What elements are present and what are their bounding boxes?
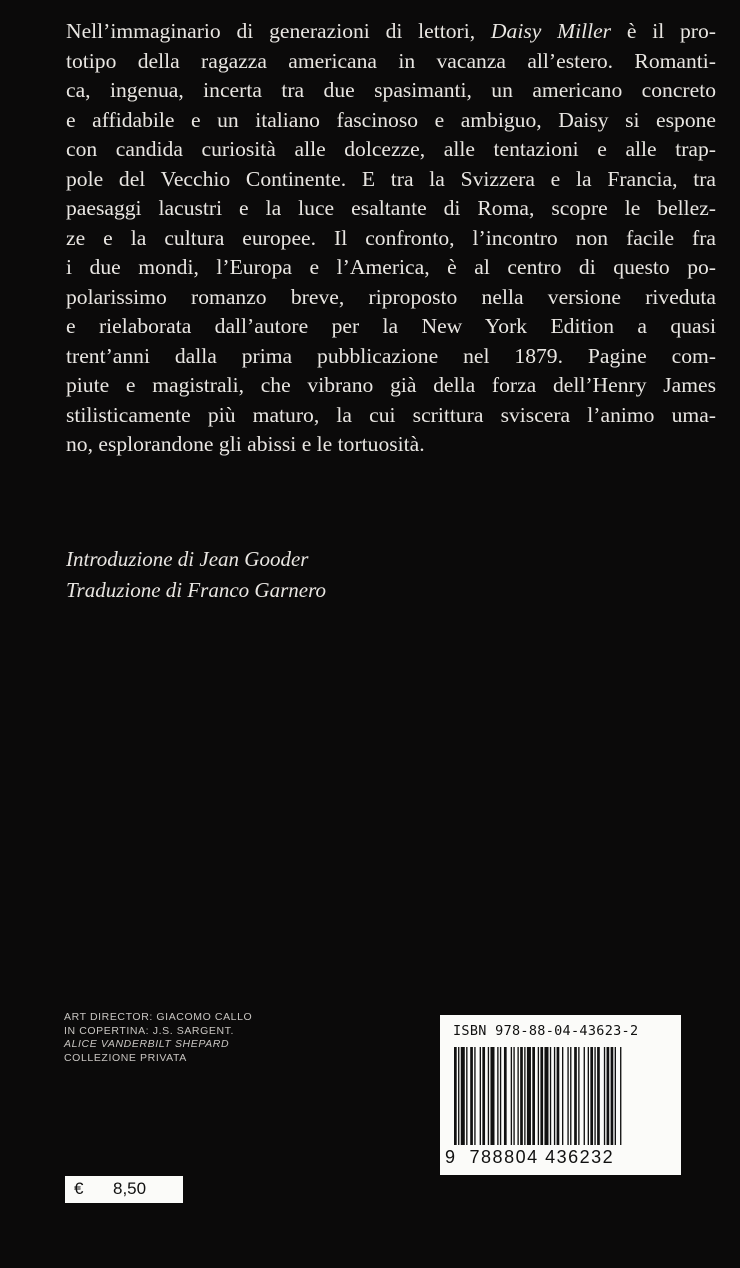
barcode-bar xyxy=(538,1047,539,1145)
barcode-bar xyxy=(482,1047,485,1145)
barcode-bar xyxy=(570,1047,571,1145)
barcode-bar xyxy=(490,1047,494,1145)
barcode-bar xyxy=(557,1047,560,1145)
ean-digits xyxy=(445,1147,677,1168)
barcode-bar xyxy=(488,1047,489,1145)
ean-right-group: 436232 xyxy=(545,1147,615,1167)
blurb-line: totipo della ragazza americana in vacanza all’estero. Romanti- xyxy=(66,48,716,73)
barcode-bar xyxy=(554,1047,555,1145)
barcode-bar xyxy=(590,1047,593,1145)
blurb-line: ca, ingenua, incerta tra due spasimanti, un americano concreto xyxy=(66,78,716,102)
blurb-line: paesaggi lacustri e la luce esaltante di Roma, scopre le bellez- xyxy=(66,196,716,220)
barcode-bar xyxy=(461,1047,465,1145)
back-cover-blurb xyxy=(66,17,716,460)
barcode-bars xyxy=(454,1047,668,1145)
barcode-bar xyxy=(513,1047,514,1145)
art-credits xyxy=(64,1011,252,1065)
blurb-line: i due mondi, l’Europa e l’America, è al centro di questo po- xyxy=(66,255,716,279)
barcode-bar xyxy=(497,1047,498,1145)
barcode-bar xyxy=(540,1047,543,1145)
price-amount: 8,50 xyxy=(113,1179,147,1198)
blurb-line: e affidabile e un italiano fascinoso e ambiguo, Daisy si espone xyxy=(66,107,716,132)
ean-first-digit: 9 xyxy=(445,1147,457,1167)
barcode-bar xyxy=(620,1047,621,1145)
book-title: Daisy Miller xyxy=(490,19,612,43)
price-tag xyxy=(65,1176,183,1203)
barcode-bar xyxy=(597,1047,600,1145)
blurb-line: no, esplorandone gli abissi e le tortuosità. xyxy=(66,432,425,456)
collection-credit: COLLEZIONE PRIVATA xyxy=(64,1051,187,1064)
currency-symbol: € xyxy=(74,1179,84,1198)
barcode-bar xyxy=(550,1047,551,1145)
barcode-bar xyxy=(517,1047,518,1145)
barcode-bar xyxy=(588,1047,589,1145)
introduction-credit: Introduzione di Jean Gooder xyxy=(66,547,309,571)
barcode-bar xyxy=(500,1047,501,1145)
barcode-bar xyxy=(527,1047,531,1145)
barcode-bar xyxy=(532,1047,535,1145)
barcode-bar xyxy=(567,1047,568,1145)
barcode-label xyxy=(440,1015,681,1175)
barcode-bar xyxy=(584,1047,585,1145)
barcode-bar xyxy=(511,1047,512,1145)
blurb-line xyxy=(66,17,716,47)
barcode-bar xyxy=(544,1047,548,1145)
art-director-credit: ART DIRECTOR: GIACOMO CALLO xyxy=(64,1011,253,1023)
barcode-bar xyxy=(480,1047,481,1145)
barcode-bar xyxy=(454,1047,457,1145)
ean-left-group: 788804 xyxy=(469,1147,539,1167)
barcode-bar xyxy=(574,1047,577,1145)
translation-credit: Traduzione di Franco Garnero xyxy=(66,578,326,602)
barcode-bar xyxy=(470,1047,473,1145)
barcode-bar xyxy=(562,1047,563,1145)
cover-credit: IN COPERTINA: J.S. SARGENT. xyxy=(64,1024,235,1037)
blurb-line: pole del Vecchio Continente. E tra la Svizzera e la Francia, tra xyxy=(66,166,716,191)
barcode-bar xyxy=(466,1047,467,1145)
barcode-bar xyxy=(594,1047,595,1145)
blurb-line: con candida curiosità alle dolcezze, alle tentazioni e alle trap- xyxy=(66,137,716,161)
painting-title: ALICE VANDERBILT SHEPARD xyxy=(64,1038,230,1050)
barcode-bar xyxy=(458,1047,459,1145)
book-credits xyxy=(66,544,326,606)
blurb-line: trent’anni dalla prima pubblicazione nel 1879. Pagine com- xyxy=(66,343,716,368)
barcode-bar xyxy=(520,1047,523,1145)
isbn-number: ISBN 978-88-04-43623-2 xyxy=(453,1023,639,1039)
barcode-bar xyxy=(524,1047,525,1145)
barcode-bar xyxy=(474,1047,475,1145)
blurb-line: ze e la cultura europee. Il confronto, l’incontro non facile fra xyxy=(66,225,716,250)
blurb-line: e rielaborata dall’autore per la New York Edition a quasi xyxy=(66,314,716,338)
blurb-line: polarissimo romanzo breve, riproposto nella versione riveduta xyxy=(66,284,716,309)
barcode-bar xyxy=(615,1047,616,1145)
barcode-bar xyxy=(611,1047,614,1145)
barcode-bar xyxy=(578,1047,579,1145)
barcode-bar xyxy=(607,1047,610,1145)
barcode-bar xyxy=(504,1047,507,1145)
blurb-line: stilisticamente più maturo, la cui scrittura sviscera l’animo uma- xyxy=(66,402,716,427)
blurb-line-end: è il pro- xyxy=(611,19,716,43)
barcode-bar xyxy=(604,1047,605,1145)
blurb-line: piute e magistrali, che vibrano già della forza dell’Henry James xyxy=(66,373,716,397)
blurb-line-start: Nell’immaginario di generazioni di lettori, xyxy=(66,19,491,43)
